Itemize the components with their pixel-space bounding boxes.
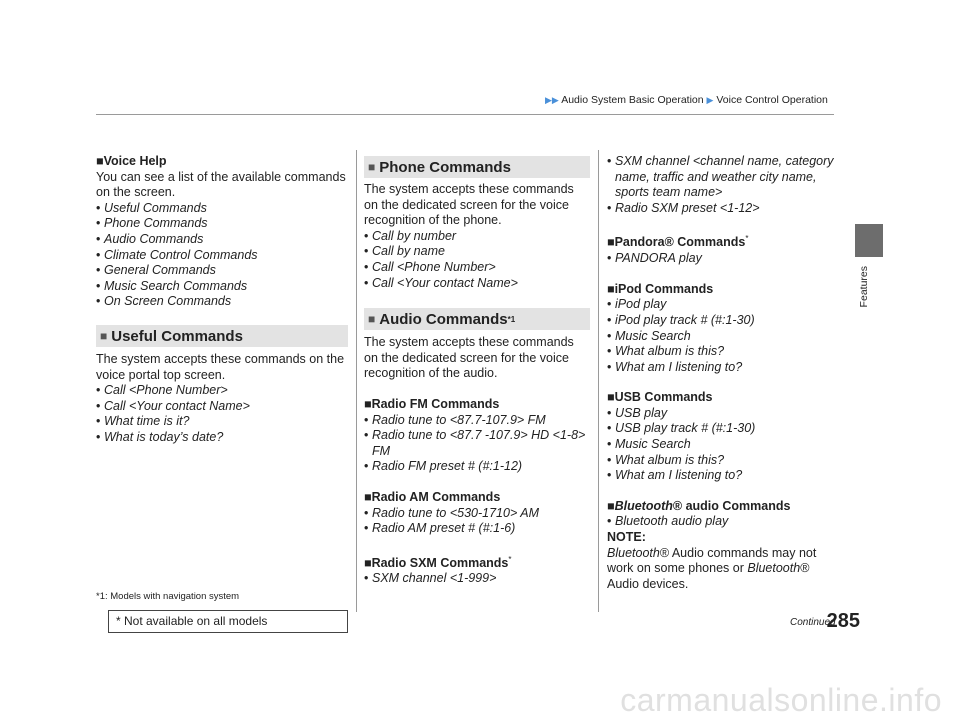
list-item: • Music Search Commands [96,279,348,295]
list-item: • SXM channel <1-999> [364,571,590,587]
list-item: • Useful Commands [96,201,348,217]
section-heading [96,325,348,347]
useful-commands-heading: Useful Commands [111,327,243,345]
list-item: • USB play [607,406,839,422]
phone-text: The system accepts these commands on the dedicated screen for the voice recognition of the phone. [364,182,574,228]
list-item: • On Screen Commands [96,294,348,310]
list-item: • What album is this? [607,453,839,469]
square-bullet-icon: ■ [364,396,372,411]
list-item: • Bluetooth audio play [607,514,839,530]
list-item: • Music Search [607,329,839,345]
fm-title: Radio FM Commands [371,396,500,411]
column-divider [356,150,357,612]
audio-commands-heading: Audio Commands [379,310,508,328]
list-item: • What time is it? [96,414,348,430]
square-bullet-icon: ■ [364,555,372,570]
list-item: • What is today’s date? [96,430,348,446]
pandora-title: Pandora® Commands [614,235,746,250]
voice-help-title: Voice Help [103,154,167,168]
square-bullet-icon: ■ [607,235,615,250]
square-bullet-icon: ■ [96,154,104,168]
list-item: • Call by number [364,229,590,245]
list-item: • Call <Your contact Name> [96,399,348,415]
star-mark: * [745,234,749,244]
header-rule [96,114,834,115]
bluetooth-title-italic: Bluetooth [614,498,673,513]
list-item: • PANDORA play [607,251,839,267]
not-available-note: * Not available on all models [116,614,268,628]
audio-text: The system accepts these commands on the dedicated screen for the voice recognition of the audio. [364,335,574,381]
section-tab-label: Features [858,266,870,308]
star-mark: * [508,554,512,564]
list-item: • iPod play [607,297,839,313]
list-item: • Call by name [364,244,590,260]
note-text-part: ® Audio commands may not work on some phones or [607,545,817,576]
phone-commands-heading: Phone Commands [379,158,511,176]
list-item: • Climate Control Commands [96,248,348,264]
list-item: • Call <Your contact Name> [364,276,590,292]
column-divider [598,150,599,612]
list-item: • Radio FM preset # (#:1-12) [364,459,590,475]
list-item: • Music Search [607,437,839,453]
list-item: • Call <Phone Number> [364,260,590,276]
right-column [607,154,839,592]
list-item: • What am I listening to? [607,360,839,376]
list-item: • iPod play track # (#:1-30) [607,313,839,329]
section-heading [364,308,590,330]
note-text [607,546,839,593]
usb-title: USB Commands [614,390,713,405]
square-bullet-icon: ■ [368,312,376,327]
list-item: • Radio SXM preset <1-12> [607,201,839,217]
note-label: NOTE: [607,530,646,545]
breadcrumb-arrow-icon: ▶▶ [545,95,559,105]
voice-help-text: You can see a list of the available commands on the screen. [96,169,346,200]
list-item: • SXM channel <channel name, category name, traffic and weather city name, sports team name> [607,154,839,201]
note-italic: Bluetooth [607,545,660,560]
breadcrumb-part2[interactable]: Voice Control Operation [716,94,828,106]
list-item: • USB play track # (#:1-30) [607,421,839,437]
section-heading [364,156,590,178]
watermark: carmanualsonline.info [620,682,942,718]
continued-label: Continued [790,617,836,628]
square-bullet-icon: ■ [100,329,108,343]
square-bullet-icon: ■ [607,390,615,405]
useful-commands-section [96,325,348,446]
breadcrumb-part1[interactable]: Audio System Basic Operation [561,94,704,106]
list-item: • General Commands [96,263,348,279]
list-item: • Radio tune to <530-1710> AM [364,506,590,522]
breadcrumb [545,94,828,106]
am-title: Radio AM Commands [371,489,501,504]
square-bullet-icon: ■ [368,160,376,174]
list-item: • Call <Phone Number> [96,383,348,399]
list-item: • What am I listening to? [607,468,839,484]
note-text-part: ® Audio devices. [607,561,810,591]
square-bullet-icon: ■ [607,281,615,296]
list-item: • What album is this? [607,344,839,360]
note-italic: Bluetooth [747,561,801,576]
breadcrumb-arrow-icon: ▶ [706,95,714,105]
section-tab-marker [855,224,883,257]
square-bullet-icon: ■ [364,489,372,504]
middle-column [364,156,590,587]
list-item: • Phone Commands [96,216,348,232]
square-bullet-icon: ■ [607,498,615,513]
list-item: • Radio tune to <87.7 -107.9> HD <1-8> FM [364,428,590,459]
page-number: 285 [826,610,860,632]
list-item: • Radio tune to <87.7-107.9> FM [364,413,590,429]
bluetooth-title-rest: ® audio Commands [672,498,791,513]
useful-text: The system accepts these commands on the voice portal top screen. [96,352,345,382]
footnote: *1: Models with navigation system [96,591,240,602]
list-item: • Audio Commands [96,232,348,248]
ipod-title: iPod Commands [614,281,714,296]
sxm-title: Radio SXM Commands [371,555,509,570]
footnote-ref: *1 [507,314,516,324]
list-item: • Radio AM preset # (#:1-6) [364,521,590,537]
left-column [96,154,348,310]
